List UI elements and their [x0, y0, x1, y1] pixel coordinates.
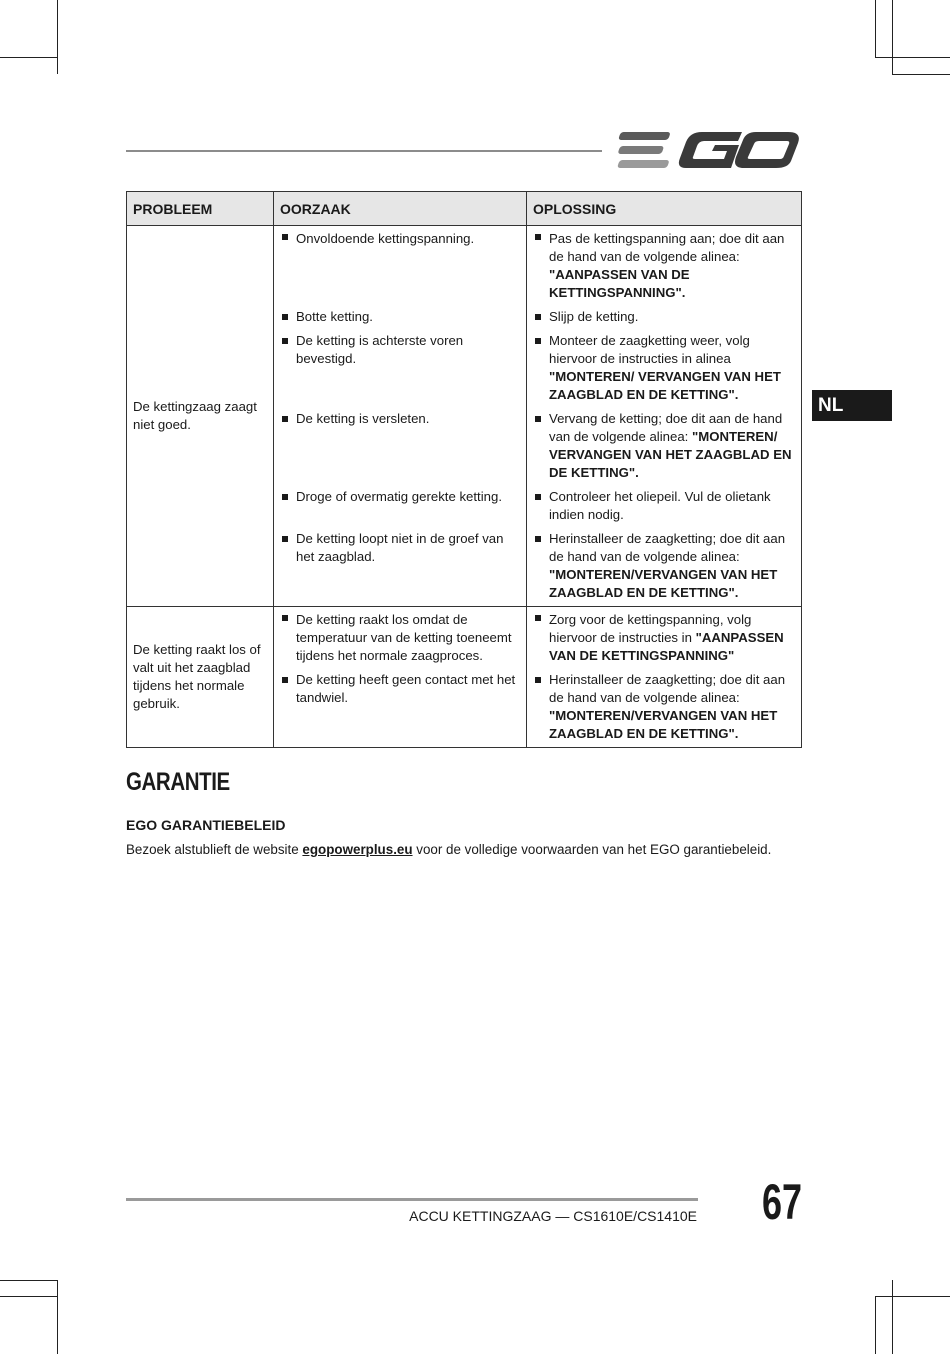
cause-cell	[274, 330, 527, 408]
cause-item: De ketting heeft geen contact met het tandwiel.	[274, 669, 526, 711]
crop-mark	[875, 1296, 876, 1354]
footer-product: ACCU KETTINGZAAG — CS1610E/CS1410E	[409, 1208, 697, 1224]
table-row	[127, 226, 802, 307]
solution-cell	[527, 607, 802, 670]
crop-mark	[57, 0, 58, 74]
solution-item: Herinstalleer de zaagketting; doe dit aan de hand van de volgende alinea: "MONTEREN/VERVANGEN VAN HET ZAAGBLAD EN DE KETTING".	[527, 669, 801, 747]
cause-item: De ketting is achterste voren bevestigd.	[274, 330, 526, 372]
warranty-paragraph: Bezoek alstublieft de website egopowerplus.eu voor de volledige voorwaarden van het EGO garantiebeleid.	[126, 842, 772, 857]
website-link[interactable]: egopowerplus.eu	[302, 842, 413, 857]
table-row	[127, 607, 802, 670]
footer-rule	[126, 1198, 698, 1201]
solution-item: Monteer de zaagketting weer, volg hiervoor de instructies in alinea "MONTEREN/ VERVANGEN VAN HET ZAAGBLAD EN DE KETTING".	[527, 330, 801, 408]
cause-item: De ketting raakt los omdat de temperatuur van de ketting toeneemt tijdens het normale zaagproces.	[274, 607, 526, 669]
solution-item: Pas de kettingspanning aan; doe dit aan de hand van de volgende alinea: "AANPASSEN VAN DE KETTINGSPANNING".	[527, 226, 801, 306]
crop-mark	[875, 0, 876, 58]
solution-item: Herinstalleer de zaagketting; doe dit aan de hand van de volgende alinea: "MONTEREN/VERVANGEN VAN HET ZAAGBLAD EN DE KETTING".	[527, 528, 801, 606]
solution-item: Controleer het oliepeil. Vul de olietank indien nodig.	[527, 486, 801, 528]
crop-mark	[892, 0, 893, 74]
warranty-subtitle: EGO GARANTIEBELEID	[126, 817, 286, 833]
solution-item: Vervang de ketting; doe dit aan de hand van de volgende alinea: "MONTEREN/ VERVANGEN VAN HET ZAAGBLAD EN DE KETTING".	[527, 408, 801, 486]
crop-mark	[892, 74, 950, 75]
solution-cell	[527, 408, 802, 486]
crop-mark	[892, 1280, 893, 1354]
solution-cell	[527, 306, 802, 330]
header-rule	[126, 150, 602, 152]
solution-cell	[527, 669, 802, 748]
cause-item: Droge of overmatig gerekte ketting.	[274, 486, 526, 510]
cause-item: Botte ketting.	[274, 306, 526, 330]
crop-mark	[0, 1280, 57, 1281]
cause-cell	[274, 528, 527, 607]
cause-cell	[274, 486, 527, 528]
cause-cell	[274, 669, 527, 748]
crop-mark	[0, 1296, 57, 1297]
solution-cell	[527, 226, 802, 307]
header-oorzaak: OORZAAK	[274, 192, 527, 226]
solution-item: Slijp de ketting.	[527, 306, 801, 330]
language-tab: NL	[812, 390, 892, 421]
cause-cell	[274, 306, 527, 330]
problem-cell: De kettingzaag zaagt niet goed.	[127, 226, 274, 607]
problem-cell: De ketting raakt los of valt uit het zaagblad tijdens het normale gebruik.	[127, 607, 274, 748]
cause-item: Onvoldoende kettingspanning.	[274, 226, 526, 252]
cause-item: De ketting is versleten.	[274, 408, 526, 432]
crop-mark	[0, 57, 57, 58]
solution-item: Zorg voor de kettingspanning, volg hiervoor de instructies in "AANPASSEN VAN DE KETTINGSPANNING"	[527, 607, 801, 669]
solution-cell	[527, 486, 802, 528]
page-number: 67	[762, 1174, 803, 1230]
solution-cell	[527, 330, 802, 408]
solution-cell	[527, 528, 802, 607]
header-probleem: PROBLEEM	[127, 192, 274, 226]
crop-mark	[875, 57, 950, 58]
crop-mark	[57, 1280, 58, 1354]
cause-cell	[274, 226, 527, 307]
troubleshooting-table	[126, 191, 802, 748]
ego-logo	[616, 128, 802, 174]
warranty-title: GARANTIE	[126, 768, 230, 796]
cause-cell	[274, 607, 527, 670]
cause-cell	[274, 408, 527, 486]
crop-mark	[875, 1296, 950, 1297]
table-header-row	[127, 192, 802, 226]
header-oplossing: OPLOSSING	[527, 192, 802, 226]
cause-item: De ketting loopt niet in de groef van het zaagblad.	[274, 528, 526, 570]
